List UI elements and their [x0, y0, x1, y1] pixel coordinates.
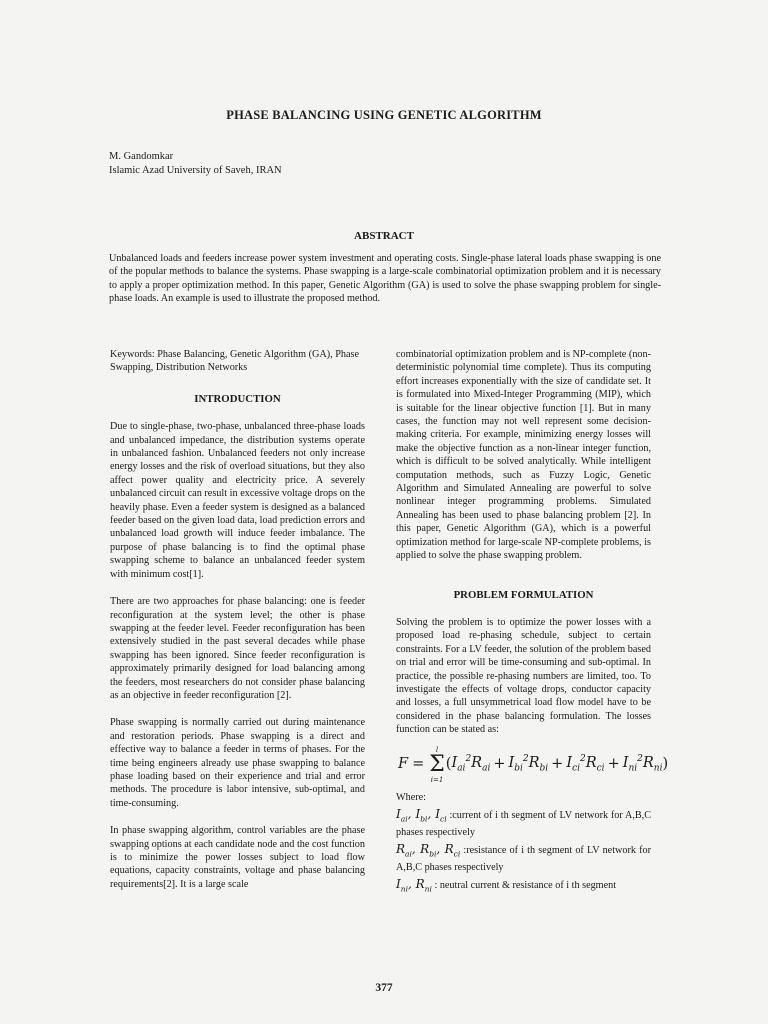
where-label: Where:	[396, 791, 426, 803]
problem-formulation-heading: PROBLEM FORMULATION	[453, 588, 594, 601]
definition-currents: $I_{ai}$, $I_{bi}$, $I_{ci}$ :current of i th segment of LV network for A,B,C phases respectively	[396, 806, 651, 838]
right-column	[396, 348, 669, 896]
losses-equation: F = l Σ i=1 ( $I_{ai}^2R_{ai}$ + $I_{bi}^2R_{bi}$ + $I_{ci}^2R_{ci}$ + $I_{ni}^2R_{ni}$ )	[398, 745, 669, 784]
left-column	[110, 348, 365, 891]
introduction-heading: INTRODUCTION	[194, 392, 281, 405]
intro-paragraph-3: Phase swapping is normally carried out during maintenance and restoration periods. Phase swapping is a direct and effective way to balance a feeder in terms of phases. For the time being engineers already use phase swapping to balance phase loading based on their experience and trial and error methods. The procedure is labor intensive, sub-optimal, and time-consuming.	[110, 717, 365, 809]
intro-paragraph-1: Due to single-phase, two-phase, unbalanced three-phase loads and unbalanced impedance, the distribution systems operate in unbalanced fashion. Unbalanced feeders not only increase energy losses and the risk of overload situations, but they also affect power quality and electricity price. A severely unbalanced circuit can result in excessive voltage drops on the heavily phase. Even a feeder system is designed as a balanced feeder based on the given load data, load prediction errors and unbalanced load growth will induce feeder imbalance. The purpose of phase balancing is to find the optimal phase swapping scheme to balance an unbalanced feeder system with minimum cost[1].	[110, 421, 365, 580]
definition-neutral: $I_{ni}$, $R_{ni}$ : neutral current & resistance of i th segment	[396, 877, 617, 894]
intro-paragraph-2: There are two approaches for phase balancing: one is feeder reconfiguration at the system level; the other is phase swapping at the feeder level. Feeder reconfiguration has been extensively studied in the past several decades while phase swapping has been ignored. Since feeder reconfiguration is approximately primarily designed for load balancing among the feeders, most researchers do not consider phase balancing as an objective in feeder reconfiguration [2].	[110, 596, 365, 701]
author-block	[109, 150, 282, 178]
abstract-text: Unbalanced loads and feeders increase power system investment and operating costs. Single-phase lateral loads phase swapping is one of the popular methods to balance the systems. Phase swapping is a large-scale combinatorial optimization problem and it is necessary to apply a proper optimization method. In this paper, Genetic Algorithm (GA) is used to solve the phase swapping problem for single-phase loads. An example is used to illustrate the proposed method.	[109, 253, 661, 305]
definition-currents-text: :current of i th segment of LV network for A,B,C phases respectively	[396, 809, 651, 838]
keywords: Keywords: Phase Balancing, Genetic Algorithm (GA), Phase Swapping, Distribution Networks	[110, 349, 359, 374]
definition-neutral-text: : neutral current & resistance of i th segment	[434, 880, 617, 892]
right-paragraph-1: combinatorial optimization problem and is NP-complete (non-deterministic polynomial time complete). Thus its computing effort increases exponentially with the size of candidate set. It is formulated into Mixed-Integer Programming (MIP), which is suitable for the linear objective function [1]. But in many cases, the function may not well represent some decision-making criteria. For example, minimizing energy losses will make the objective function as a non-linear integer function, which is difficult to be solved analytically. While intelligent computation methods, such as Fuzzy Logic, Genetic Algorithm and Simulated Annealing are powerful to solve nonlinear integer programming problems. Simulated Annealing has been used to phase balancing problem [2]. In this paper, Genetic Algorithm (GA), which is a powerful optimization method for large-scale NP-complete problems, is applied to solve the phase swapping problem.	[396, 349, 651, 562]
definition-resistances-text: :resistance of i th segment of LV network for A,B,C phases respectively	[396, 845, 651, 873]
page-number: 377	[375, 982, 393, 994]
abstract-heading: ABSTRACT	[354, 230, 414, 242]
author-affiliation: Islamic Azad University of Saveh, IRAN	[109, 165, 282, 176]
summation-symbol: l Σ i=1	[429, 745, 445, 784]
definition-resistances: $R_{ai}$, $R_{bi}$, $R_{ci}$ :resistance of i th segment of LV network for A,B,C phases respectively	[396, 842, 651, 873]
intro-paragraph-4: In phase swapping algorithm, control variables are the phase swapping options at each candidate node and the cost function is to minimize the power losses subject to load flow equations, capacity constraints, voltage and phase balancing requirements[2]. It is a large scale	[110, 825, 365, 890]
author-name: M. Gandomkar	[109, 151, 174, 162]
variable-definitions	[396, 791, 651, 897]
paper-title: PHASE BALANCING USING GENETIC ALGORITHM	[226, 108, 542, 122]
problem-paragraph-1: Solving the problem is to optimize the power losses with a proposed load re-phasing schedule, subject to certain constraints. For a LV feeder, the solution of the problem based on trial and error will be time-consuming and sub-optimal. In practice, the possible re-phasing numbers are limited, too. To investigate the effects of voltage drops, conductor capacity and losses, a full unsymmetrical load flow model have to be considered in the phase balancing formulation. The losses function can be stated as:	[396, 616, 651, 736]
